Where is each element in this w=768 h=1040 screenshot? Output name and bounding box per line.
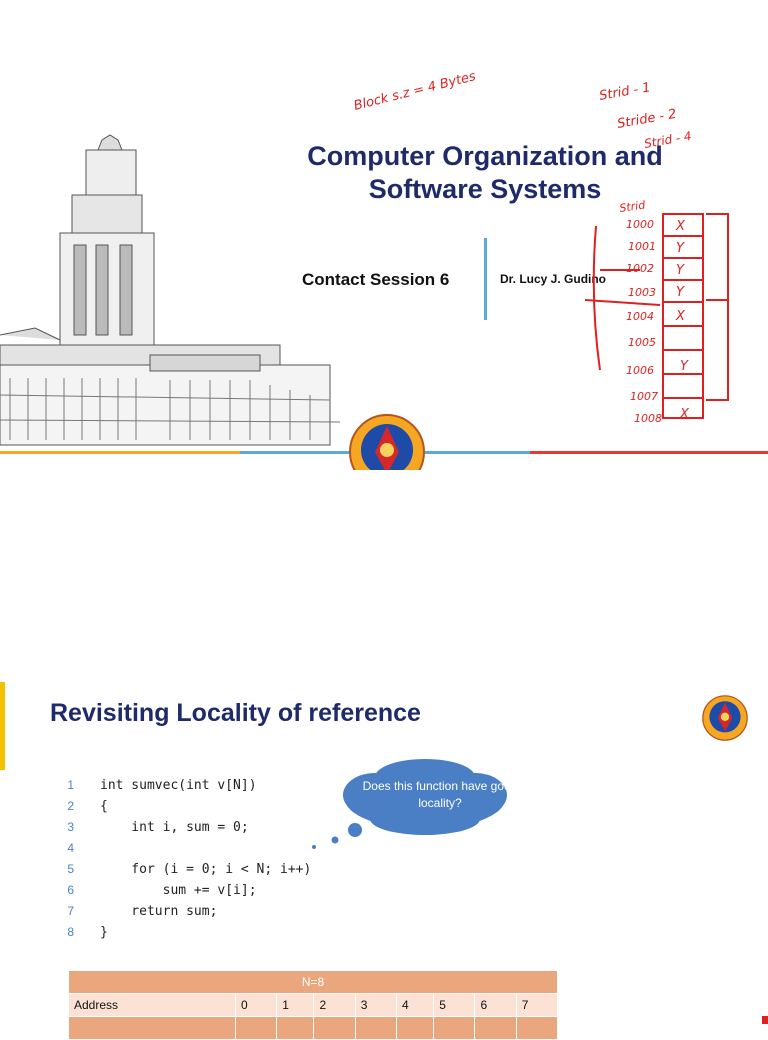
title-slide bbox=[0, 0, 768, 486]
stride-1-note: Strid - 1 bbox=[598, 80, 652, 104]
address-note: 1001 bbox=[628, 240, 656, 253]
cell-mark: Y bbox=[676, 285, 684, 300]
table-header-row bbox=[69, 971, 558, 994]
bits-logo-small bbox=[700, 694, 750, 742]
table-cell: 2 bbox=[314, 994, 355, 1017]
bubble-question: Does this function have good locality? bbox=[362, 779, 518, 810]
address-note: 1008 bbox=[634, 412, 662, 425]
address-note: 1002 bbox=[626, 262, 654, 275]
row-label: Address bbox=[69, 994, 236, 1017]
slide-heading: Revisiting Locality of reference bbox=[50, 699, 421, 727]
table-cell: 1 bbox=[277, 994, 314, 1017]
stride-4-note: Strid - 4 bbox=[643, 128, 693, 151]
table-cell: 0 bbox=[236, 994, 277, 1017]
accent-bar bbox=[0, 682, 5, 770]
table-cell: 4 bbox=[396, 994, 433, 1017]
session-label: Contact Session 6 bbox=[302, 270, 450, 289]
bits-logo: ज्ञानं परमं बलम् bbox=[347, 412, 427, 470]
handwritten-annotations bbox=[0, 0, 768, 460]
cell-mark: X bbox=[676, 219, 685, 234]
address-note: 1003 bbox=[628, 286, 656, 299]
title-line-2: Software Systems bbox=[368, 174, 602, 204]
address-note: 1000 bbox=[626, 218, 654, 231]
cell-mark: X bbox=[680, 407, 689, 422]
presenter-name: Dr. Lucy J. Gudino bbox=[500, 272, 607, 286]
table-row bbox=[69, 994, 558, 1017]
cell-mark: Y bbox=[676, 241, 684, 256]
address-note: 1007 bbox=[630, 390, 658, 403]
title-line-1: Computer Organization and bbox=[307, 141, 663, 171]
cell-mark: Y bbox=[676, 263, 684, 278]
table-cell: 6 bbox=[475, 994, 516, 1017]
red-marker bbox=[762, 1016, 768, 1024]
address-note: 1005 bbox=[628, 336, 656, 349]
table-cell: 5 bbox=[434, 994, 475, 1017]
cell-mark: X bbox=[676, 309, 685, 324]
address-note: 1004 bbox=[626, 310, 654, 323]
table-row bbox=[69, 1017, 558, 1040]
stride-label-note: Strid bbox=[618, 198, 647, 215]
table-cell: 3 bbox=[355, 994, 396, 1017]
block-size-note: Block s.z = 4 Bytes bbox=[352, 69, 478, 114]
stride-2-note: Stride - 2 bbox=[616, 106, 678, 132]
table-header: N=8 bbox=[69, 971, 558, 994]
table-cell: 7 bbox=[516, 994, 557, 1017]
address-note: 1006 bbox=[626, 364, 654, 377]
address-table bbox=[68, 970, 558, 1040]
cell-mark: Y bbox=[680, 359, 688, 374]
